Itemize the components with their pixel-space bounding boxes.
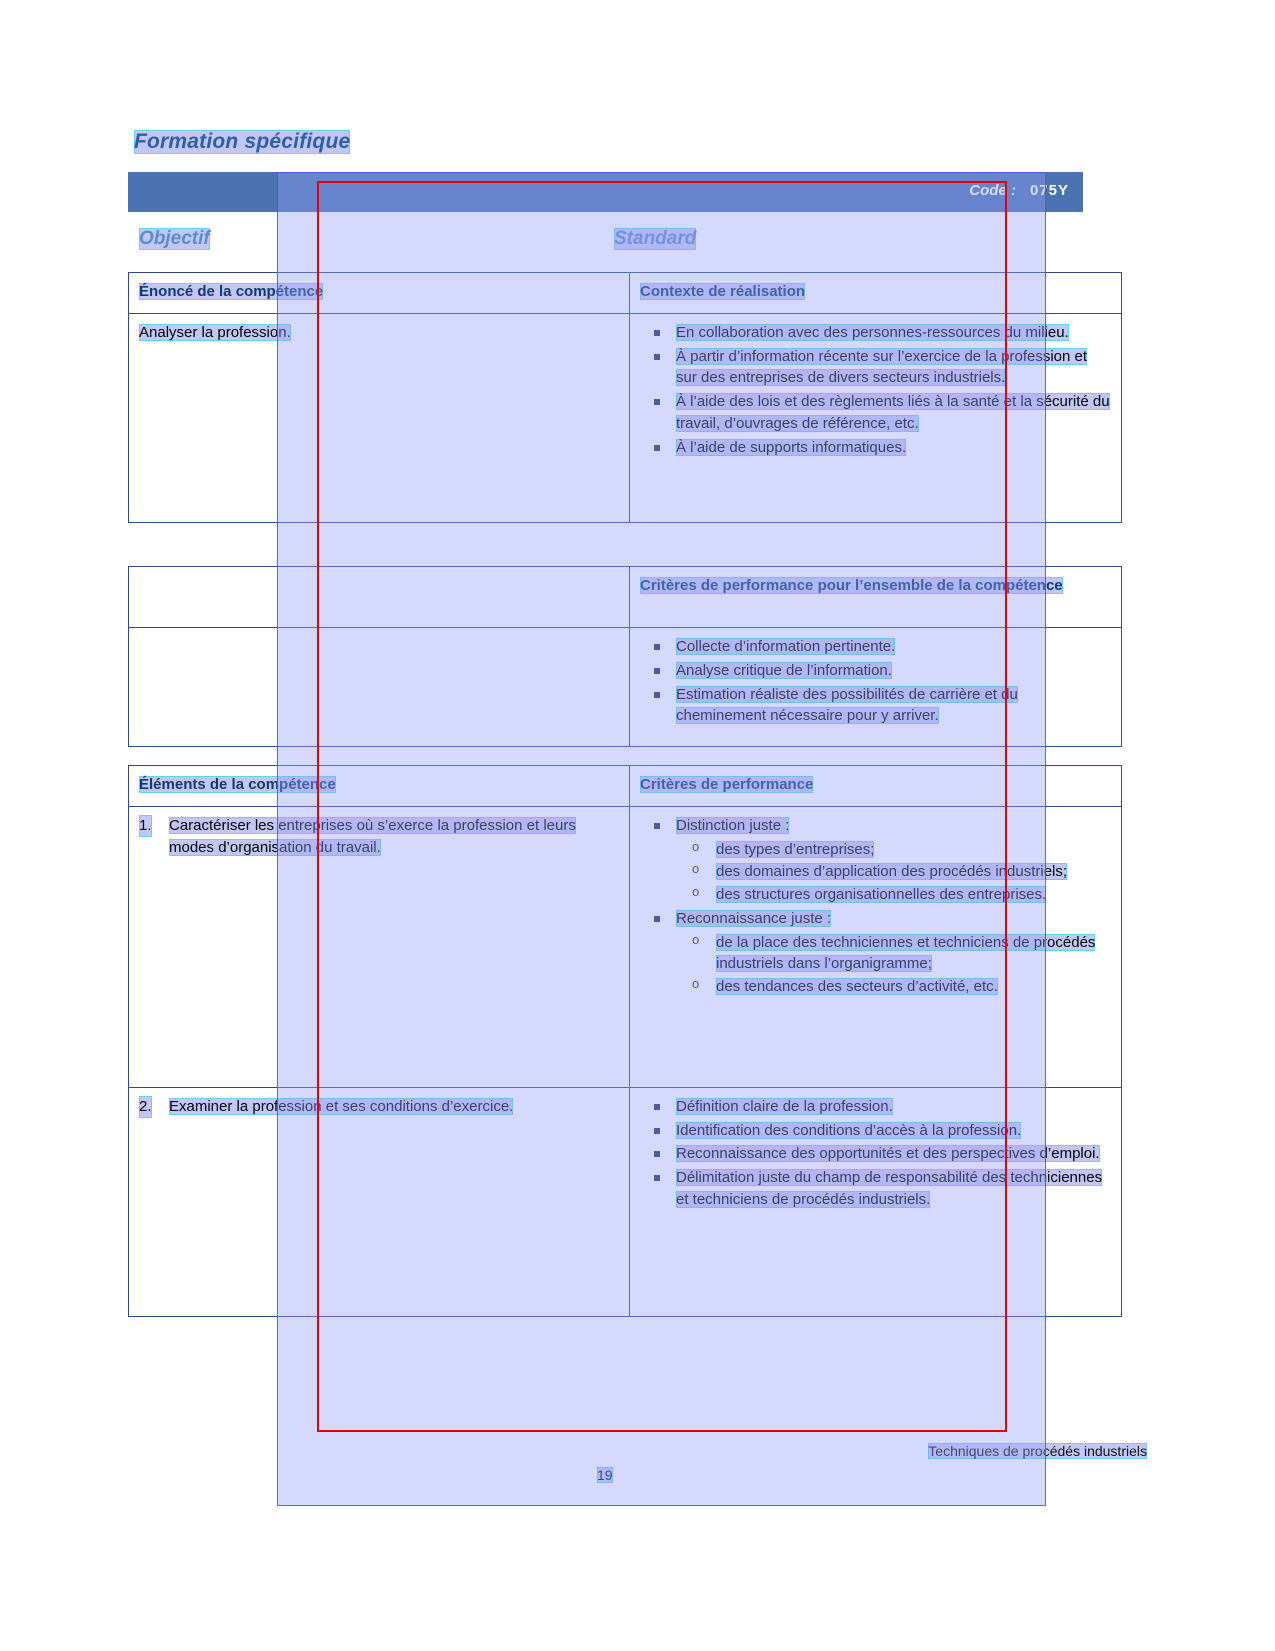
list-item: À l’aide des lois et des règlements liés à la santé et la sécurité du travail, d’ouvrages de référence, etc. bbox=[640, 391, 1111, 435]
list-item: Estimation réaliste des possibilités de carrière et du cheminement nécessaire pour y arriver. bbox=[640, 684, 1111, 728]
list-item: Analyse critique de l’information. bbox=[640, 660, 1111, 682]
criteria-sublist bbox=[676, 839, 1111, 906]
cell-elements-header bbox=[129, 766, 630, 807]
cell-element-1 bbox=[129, 806, 630, 1087]
list-item: À partir d’information récente sur l’exercice de la profession et sur des entreprises de divers secteurs industriels. bbox=[640, 346, 1111, 390]
list-item: Identification des conditions d’accès à la profession. bbox=[640, 1120, 1111, 1142]
list-item: En collaboration avec des personnes-ressources du milieu. bbox=[640, 322, 1111, 344]
cell-criteria-1 bbox=[630, 806, 1122, 1087]
footer-page-number: 19 bbox=[597, 1467, 613, 1483]
table-global-criteria bbox=[128, 566, 1122, 747]
code-field bbox=[969, 182, 1069, 199]
objectif-header: Objectif bbox=[139, 228, 210, 249]
element-list-2 bbox=[139, 1096, 619, 1118]
competence-statement-header: Énoncé de la compétence bbox=[139, 283, 324, 300]
cell-statement-body bbox=[129, 313, 630, 522]
page-title: Formation spécifique bbox=[134, 130, 351, 153]
cell-empty-left bbox=[129, 567, 630, 628]
code-label: Code : bbox=[969, 182, 1016, 199]
list-item: o des types d’entreprises; bbox=[676, 839, 1111, 861]
criteria-sublist bbox=[676, 932, 1111, 998]
footer-program: Techniques de procédés industriels bbox=[928, 1443, 1147, 1459]
list-item: o des structures organisationnelles des entreprises. bbox=[676, 884, 1111, 906]
cell-global-criteria-body bbox=[630, 628, 1122, 747]
cell-element-2 bbox=[129, 1087, 630, 1316]
realisation-context-list bbox=[640, 322, 1111, 459]
list-item: o de la place des techniciennes et techniciens de procédés industriels dans l’organigramme; bbox=[676, 932, 1111, 976]
cell-empty-left-2 bbox=[129, 628, 630, 747]
global-criteria-list bbox=[640, 636, 1111, 727]
global-criteria-header: Critères de performance pour l’ensemble de la compétence bbox=[640, 577, 1063, 594]
list-item: Délimitation juste du champ de responsabilité des techniciennes et techniciens de procédés industriels. bbox=[640, 1167, 1111, 1211]
table-row bbox=[129, 273, 1122, 314]
competence-statement-text: Analyser la profession. bbox=[139, 323, 291, 341]
code-value: 075Y bbox=[1029, 182, 1069, 199]
table-row bbox=[129, 313, 1122, 522]
list-item: Distinction juste : o des types d’entreprises; o des domaines d’application des procédés industriels; o des structures organisationnelles des entreprises. bbox=[640, 815, 1111, 906]
element-text: Caractériser les entreprises où s’exerce la profession et leurs modes d’organisation du travail. bbox=[169, 816, 576, 856]
table-row bbox=[129, 806, 1122, 1087]
cell-context-body bbox=[630, 313, 1122, 522]
standard-header: Standard bbox=[614, 228, 697, 249]
element-text: Examiner la profession et ses conditions d’exercice. bbox=[169, 1097, 514, 1115]
list-item: o des tendances des secteurs d’activité, etc. bbox=[676, 976, 1111, 998]
list-item: Définition claire de la profession. bbox=[640, 1096, 1111, 1118]
list-item: Reconnaissance des opportunités et des perspectives d’emploi. bbox=[640, 1143, 1111, 1165]
table-elements-criteria bbox=[128, 765, 1122, 1317]
list-item: Collecte d’information pertinente. bbox=[640, 636, 1111, 658]
criteria-list-1 bbox=[640, 815, 1111, 998]
cell-criteria-header bbox=[630, 766, 1122, 807]
table-row bbox=[129, 567, 1122, 628]
elements-header: Éléments de la compétence bbox=[139, 776, 336, 793]
list-item bbox=[139, 1096, 619, 1118]
table-row bbox=[129, 1087, 1122, 1316]
table-row bbox=[129, 766, 1122, 807]
element-number: 1. bbox=[139, 815, 152, 837]
element-list-1 bbox=[139, 815, 619, 859]
criteria-list-2 bbox=[640, 1096, 1111, 1211]
criteria-header: Critères de performance bbox=[640, 776, 814, 793]
table-statement-context bbox=[128, 272, 1122, 523]
cell-criteria-2 bbox=[630, 1087, 1122, 1316]
list-item: Reconnaissance juste : o de la place des techniciennes et techniciens de procédés industriels dans l’organigramme; o des tendances des secteurs d’activité, etc. bbox=[640, 908, 1111, 998]
realisation-context-header: Contexte de réalisation bbox=[640, 283, 806, 300]
element-number: 2. bbox=[139, 1096, 152, 1118]
cell-statement-header bbox=[129, 273, 630, 314]
table-row bbox=[129, 628, 1122, 747]
list-item: À l’aide de supports informatiques. bbox=[640, 437, 1111, 459]
list-item bbox=[139, 815, 619, 859]
cell-global-criteria-header bbox=[630, 567, 1122, 628]
cell-context-header bbox=[630, 273, 1122, 314]
list-item: o des domaines d’application des procédés industriels; bbox=[676, 861, 1111, 883]
code-band bbox=[128, 172, 1083, 212]
